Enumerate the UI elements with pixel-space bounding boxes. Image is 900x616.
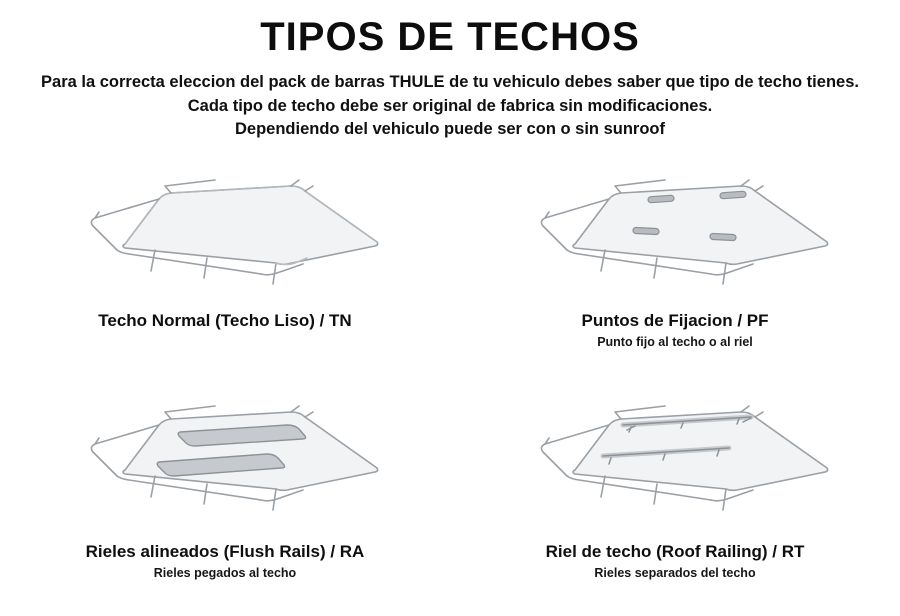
roof-type-caption-rt: Riel de techo (Roof Railing) / RT <box>545 542 805 561</box>
roof-type-subcaption-ra: Rieles pegados al techo <box>153 566 297 580</box>
subtitle-block <box>24 71 876 141</box>
car-roof-railing-icon <box>505 392 845 532</box>
roof-type-caption-tn: Techo Normal (Techo Liso) / TN <box>98 311 352 330</box>
poster-root <box>0 16 900 616</box>
roof-types-grid <box>0 164 900 616</box>
subtitle-line-3: Dependiendo del vehiculo puede ser con o sin sunroof <box>235 120 665 139</box>
roof-type-caption-pf: Puntos de Fijacion / PF <box>581 311 769 330</box>
car-roof-fixpoint-icon <box>505 166 845 306</box>
subtitle-line-2: Cada tipo de techo debe ser original de fabrica sin modificaciones. <box>187 96 713 115</box>
roof-type-card-rt <box>450 390 900 616</box>
car-roof-plain-icon <box>55 166 395 306</box>
page-title: TIPOS DE TECHOS <box>260 15 640 59</box>
roof-type-subcaption-rt: Rieles separados del techo <box>594 566 756 580</box>
subtitle-line-1: Para la correcta eleccion del pack de barras THULE de tu vehiculo debes saber que tipo de techo tienes. <box>41 73 859 92</box>
roof-type-card-pf <box>450 164 900 390</box>
roof-type-card-tn <box>0 164 450 390</box>
car-roof-flushrail-icon <box>55 392 395 532</box>
roof-type-caption-ra: Rieles alineados (Flush Rails) / RA <box>85 542 365 561</box>
roof-type-subcaption-pf: Punto fijo al techo o al riel <box>597 335 753 349</box>
roof-type-card-ra <box>0 390 450 616</box>
